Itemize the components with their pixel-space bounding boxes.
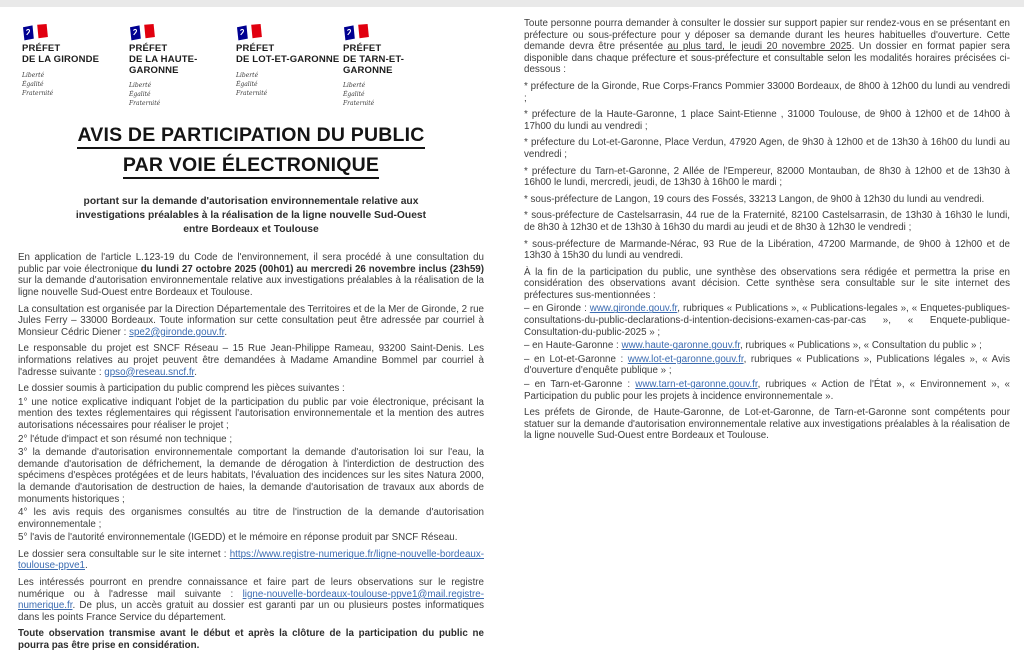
text-segment: Le responsable du projet est SNCF Réseau – 15 Rue Jean-Philippe Rameau, 93200 Saint-Denis. Les informations relatives au projet peuvent être demandées à Madame Amandine Bommel par courriel à l'adresse suivante : xyxy=(18,343,484,378)
text-segment: . Un dossier en format papier sera disponible dans chaque préfecture et sous-préfecture et consultable selon les modalités horaires précisées ci-dessous : xyxy=(524,41,1010,76)
link[interactable]: www.tarn-et-garonne.gouv.fr xyxy=(635,379,758,391)
text-segment: * sous-préfecture de Castelsarrasin, 44 rue de la Fraternité, 82100 Castelsarrasin, de 13h30 à 16h30 le lundi, de 8h30 à 12h30 et de 13h30 à 16h30 du mardi au jeudi et de 8h30 à 12h30 le vendredi ; xyxy=(524,210,1010,233)
prefet-logo-tarn-et-garonne xyxy=(343,24,450,108)
prefet-logo-gironde xyxy=(22,24,129,108)
paragraph xyxy=(18,434,484,446)
page-title-line1: AVIS DE PARTICIPATION DU PUBLIC xyxy=(77,124,424,149)
paragraph xyxy=(18,304,484,339)
paragraph xyxy=(524,210,1010,233)
link[interactable]: www.haute-garonne.gouv.fr xyxy=(621,340,741,352)
text-segment: . xyxy=(194,366,198,378)
text-segment: . xyxy=(224,326,228,338)
text-segment: La consultation est organisée par la Direction Départementale des Territoires et de la Mer de Gironde, 2 rue Jules Ferry – 33000 Bordeaux. Toute information sur cette consultation peut être adressée par courriel à Monsieur Cédric Diener : xyxy=(18,303,484,338)
page-top-edge xyxy=(0,0,1024,7)
text-segment: du lundi 27 octobre 2025 (00h01) au mercredi 26 novembre inclus (23h59) xyxy=(140,263,484,275)
link[interactable]: https://www.registre-numerique.fr/ligne-nouvelle-bordeaux-toulouse-ppve1 xyxy=(18,548,484,572)
paragraph xyxy=(18,252,484,298)
text-segment: . De plus, un accès gratuit au dossier est garanti par un ou plusieurs postes informatiques dans les points France Service du département. xyxy=(18,600,484,623)
text-segment: * préfecture de la Haute-Garonne, 1 place Saint-Etienne , 31000 Toulouse, de 9h00 à 12h00 et de 14h00 à 17h00 du lundi au vendredi ; xyxy=(524,109,1010,132)
paragraph xyxy=(524,379,1010,402)
link[interactable]: www.lot-et-garonne.gouv.fr xyxy=(627,353,744,365)
paragraph xyxy=(18,383,484,395)
right-column-text xyxy=(524,18,1010,447)
page-title-line2: PAR VOIE ÉLECTRONIQUE xyxy=(123,154,379,179)
paragraph xyxy=(524,267,1010,302)
text-segment: 2° l'étude d'impact et son résumé non technique ; xyxy=(18,433,233,445)
text-segment: – en Gironde : xyxy=(524,303,590,315)
paragraph xyxy=(18,507,484,530)
french-flag-icon xyxy=(22,24,49,41)
prefet-name: PRÉFET DE LA HAUTE- GARONNE xyxy=(129,43,198,76)
text-segment: 3° la demande d'autorisation environnementale comportant la demande d'autorisation loi sur l'eau, la demande d'autorisation de défrichement, la demande de dérogation à l'interdiction de destruction des spécimens d'espèces protégées et de leurs habitats, l'évaluation des incidences sur les sites Natura 2000, la demande d'autorisation de destruction de haies, la demande d'autorisation de travaux aux abords de monuments historiques ; xyxy=(18,447,484,505)
link[interactable]: gpso@reseau.sncf.fr xyxy=(104,366,195,378)
text-segment: – en Haute-Garonne : xyxy=(524,340,622,352)
paragraph xyxy=(18,397,484,432)
paragraph xyxy=(524,194,1010,206)
paragraph xyxy=(524,340,1010,352)
text-segment: sur la demande d'autorisation environnementale relative aux investigations préalables à la réalisation de la ligne nouvelle Sud-Ouest entre Bordeaux et Toulouse. xyxy=(18,275,484,298)
paragraph xyxy=(18,343,484,378)
paragraph xyxy=(18,447,484,505)
text-segment: Le dossier sera consultable sur le site internet : xyxy=(18,548,230,560)
paragraph xyxy=(524,407,1010,442)
french-flag-icon xyxy=(129,24,156,41)
text-segment: . xyxy=(85,560,88,572)
text-segment: , rubriques « Publications », « Consultation du public » ; xyxy=(740,340,982,352)
text-segment: 4° les avis requis des organismes consultés au titre de l'instruction de la demande d'autorisation environnementale ; xyxy=(18,507,484,530)
prefet-name: PRÉFET DE TARN-ET-GARONNE xyxy=(343,43,405,76)
paragraph xyxy=(524,109,1010,132)
text-segment: , rubriques « Publications », Publications légales », « Avis d'ouverture d'enquête publique » ; xyxy=(524,353,1010,377)
text-segment: au plus tard, le jeudi 20 novembre 2025 xyxy=(667,41,852,53)
paragraph xyxy=(524,303,1010,338)
text-segment: – en Lot-et-Garonne : xyxy=(524,353,628,365)
paragraph xyxy=(524,166,1010,189)
link[interactable]: ligne-nouvelle-bordeaux-toulouse-ppve1@mail.registre-numerique.fr xyxy=(18,588,484,612)
paragraph xyxy=(18,549,484,572)
text-segment: * sous-préfecture de Langon, 19 cours des Fossés, 33213 Langon, de 9h00 à 12h30 du lundi au vendredi. xyxy=(524,193,985,205)
text-segment: Les intéressés pourront en prendre connaissance et faire part de leurs observations sur le registre numérique ou à l'adresse mail suivante : xyxy=(18,577,484,600)
french-flag-icon xyxy=(236,24,263,41)
text-segment: Toute observation transmise avant le début et après la clôture de la participation du public ne pourra pas être prise en considération. xyxy=(18,628,484,652)
paragraph xyxy=(18,532,484,544)
prefet-name: PRÉFET DE LOT-ET-GARONNE xyxy=(236,43,340,65)
text-segment: Le dossier soumis à participation du public comprend les pièces suivantes : xyxy=(18,383,345,395)
text-segment: * préfecture du Tarn-et-Garonne, 2 Allée de l'Empereur, 82000 Montauban, de 8h30 à 12h00 et de 13h30 à 16h00 le lundi, mercredi, jeudi, de 13h30 à 16h00 le mardi ; xyxy=(524,165,1010,189)
text-segment: Toute personne pourra demander à consulter le dossier sur support papier sur rendez-vous en se présentant en préfecture ou sous-préfecture pour y déposer sa demande durant les heures habituelles d'ouverture. Cette demande devra être présentée xyxy=(524,18,1010,53)
text-segment: 5° l'avis de l'autorité environnementale (IGEDD) et le mémoire en réponse produit par SNCF Réseau. xyxy=(18,532,458,544)
motto-liberte-egalite-fraternite: Liberté Égalité Fraternité xyxy=(236,71,268,97)
text-segment: 1° une notice explicative indiquant l'objet de la participation du public par voie électronique, précisant la mention des textes réglementaires qui régissent l'autorisation environnementale et la mention des autres autorisations nécessaires pour réaliser le projet ; xyxy=(18,396,484,431)
text-segment: À la fin de la participation du public, une synthèse des observations sera rédigée et permettra la prise en considération des observations avant décision. Cette synthèse sera consultable sur le site internet des préfectures sus-mentionnées : xyxy=(524,266,1010,301)
link[interactable]: spe2@gironde.gouv.fr xyxy=(129,326,225,338)
text-segment: * préfecture du Lot-et-Garonne, Place Verdun, 47920 Agen, de 9h30 à 12h00 et de 13h30 à 16h00 du lundi au vendredi ; xyxy=(524,137,1010,160)
text-segment: – en Tarn-et-Garonne : xyxy=(524,379,636,391)
document-subtitle: portant sur la demande d'autorisation environnementale relative aux investigations préalables à la réalisation de la ligne nouvelle Sud-Ouest entre Bordeaux et Toulouse xyxy=(75,196,427,235)
text-segment: * préfecture de la Gironde, Rue Corps-Francs Pommier 33000 Bordeaux, de 8h00 à 12h00 du lundi au vendredi ; xyxy=(524,80,1010,104)
paragraph xyxy=(524,354,1010,377)
paragraph xyxy=(524,239,1010,262)
paragraph xyxy=(524,18,1010,76)
motto-liberte-egalite-fraternite: Liberté Égalité Fraternité xyxy=(343,82,375,108)
left-column-text xyxy=(18,252,484,651)
motto-liberte-egalite-fraternite: Liberté Égalité Fraternité xyxy=(129,82,161,108)
prefet-logo-lot-et-garonne xyxy=(236,24,343,108)
left-column xyxy=(18,22,484,657)
text-segment: , rubriques « Action de l'État », « Environnement », « Participation du public pour les projets à incidence environnementale ». xyxy=(524,379,1010,402)
link[interactable]: www.gironde.gouv.fr xyxy=(589,303,678,315)
paragraph xyxy=(18,577,484,623)
prefet-logo-haute-garonne xyxy=(129,24,236,108)
text-segment: * sous-préfecture de Marmande-Nérac, 93 Rue de la Libération, 47200 Marmande, de 9h00 à 12h00 et de 13h30 à 15h30 du lundi au vendredi. xyxy=(524,238,1010,262)
page-title xyxy=(18,124,484,177)
french-flag-icon xyxy=(343,24,370,41)
prefet-name: PRÉFET DE LA GIRONDE xyxy=(22,43,100,65)
text-segment: En application de l'article L.123-19 du Code de l'environnement, il sera procédé à une consultation du public par voie électronique xyxy=(18,252,484,275)
text-segment: Les préfets de Gironde, de Haute-Garonne, de Lot-et-Garonne, de Tarn-et-Garonne sont compétents pour statuer sur la demande d'autorisation environnementale relative aux investigations préalables à la réalisation de la ligne nouvelle Sud-Ouest entre Bordeaux et Toulouse. xyxy=(524,407,1010,442)
motto-liberte-egalite-fraternite: Liberté Égalité Fraternité xyxy=(22,71,54,97)
logo-row xyxy=(22,24,484,108)
paragraph xyxy=(524,137,1010,160)
paragraph xyxy=(524,81,1010,104)
paragraph xyxy=(18,628,484,651)
text-segment: , rubriques « Publications », « Publications-legales », « Enquetes-publiques-consultations-du-public-declarations-d-intention-decisions-examen-cas-par-cas », « Enquete-publique-Consultation-du-public-2025 » ; xyxy=(524,303,1010,338)
